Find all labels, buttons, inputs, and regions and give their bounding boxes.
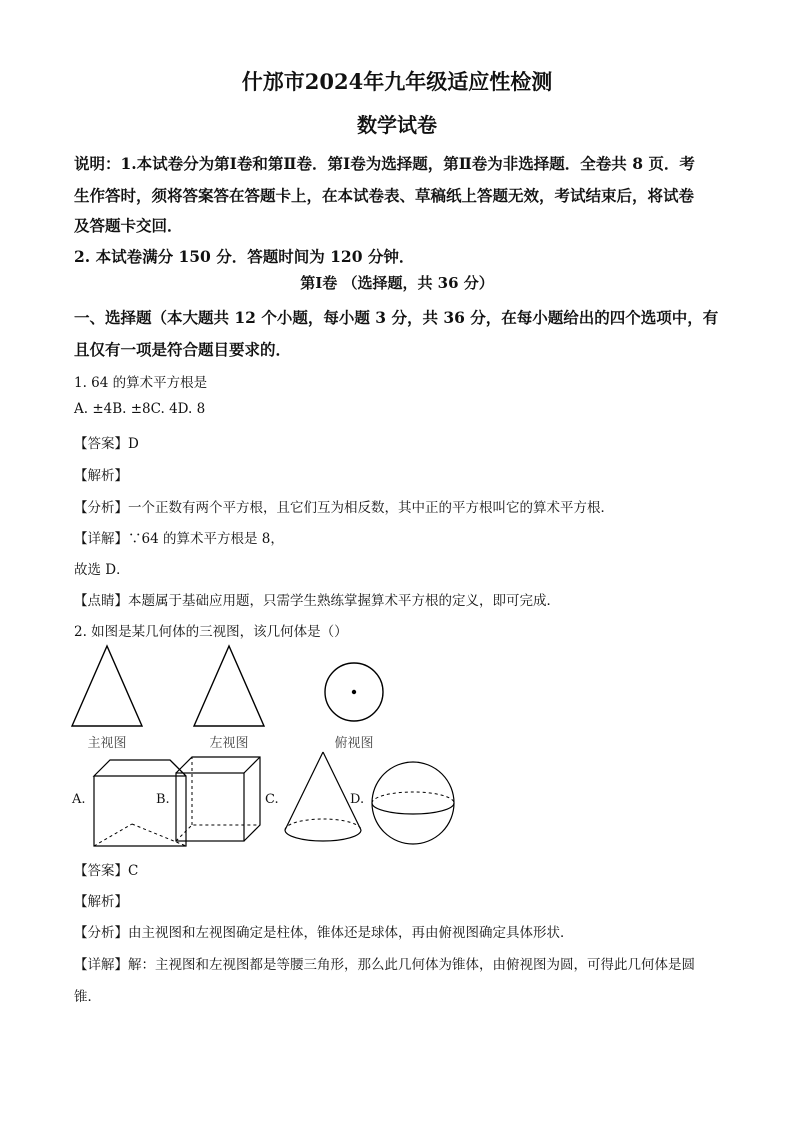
q2-option-d-label: D.: [350, 792, 365, 807]
q2-analysis: 【分析】由主视图和左视图确定是柱体，锥体还是球体，再由俯视图确定具体形状．: [74, 925, 574, 941]
side-view-label: 左视图: [209, 736, 249, 751]
q1-conclusion: 故选 D．: [74, 562, 130, 578]
instructions-line-3: 及答题卡交回．: [74, 216, 183, 235]
part-heading-line-2: 且仅有一项是符合题目要求的．: [74, 340, 292, 359]
q2-answer: 【答案】C: [74, 863, 139, 879]
q1-options: A. ±4B. ±8C. 4D. 8: [74, 401, 206, 417]
q1-analysis: 【分析】一个正数有两个平方根，且它们互为相反数，其中正的平方根叫它的算术平方根．: [74, 500, 614, 516]
q1-detail: 【详解】∵64 的算术平方根是 8，: [74, 531, 284, 547]
q1-stem: 1. 64 的算术平方根是: [74, 375, 208, 391]
q2-option-a-label: A.: [72, 792, 86, 807]
q2-option-b-label: B.: [156, 792, 170, 807]
q2-analysis-heading: 【解析】: [74, 894, 128, 910]
side-view-figure: [192, 644, 267, 729]
cube-figure: [172, 755, 264, 845]
page-subtitle: 数学试卷: [357, 113, 437, 137]
q2-option-c-label: C.: [265, 792, 279, 807]
top-view-figure: [323, 661, 385, 723]
q2-detail-line-2: 锥．: [74, 989, 101, 1005]
instructions-line-2: 生作答时，须将答案答在答题卡上，在本试卷表、草稿纸上答题无效，考试结束后，将试卷: [74, 186, 695, 205]
q1-comment: 【点睛】本题属于基础应用题，只需学生熟练掌握算术平方根的定义，即可完成．: [74, 593, 560, 609]
front-view-label: 主视图: [87, 736, 127, 751]
front-view-figure: [70, 644, 145, 729]
q1-analysis-heading: 【解析】: [74, 468, 128, 484]
instructions-line-4: 2. 本试卷满分 150 分．答题时间为 120 分钟．: [74, 247, 415, 266]
instructions-line-1: 说明：1.本试卷分为第Ⅰ卷和第Ⅱ卷．第Ⅰ卷为选择题，第Ⅱ卷为非选择题．全卷共 8 页．考: [74, 154, 695, 173]
section-title: 第Ⅰ卷 （选择题，共 36 分）: [300, 274, 494, 292]
sphere-figure: [370, 760, 456, 846]
q1-answer: 【答案】D: [74, 436, 139, 452]
page-title: 什邡市2024年九年级适应性检测: [241, 69, 553, 94]
q2-detail-line-1: 【详解】解：主视图和左视图都是等腰三角形，那么此几何体为锥体，由俯视图为圆，可得此几何体是圆: [74, 957, 695, 973]
top-view-label: 俯视图: [334, 736, 374, 751]
part-heading-line-1: 一、选择题（本大题共 12 个小题，每小题 3 分，共 36 分，在每小题给出的四个选项中，有: [74, 308, 719, 327]
q2-stem: 2. 如图是某几何体的三视图，该几何体是（）: [74, 624, 348, 640]
